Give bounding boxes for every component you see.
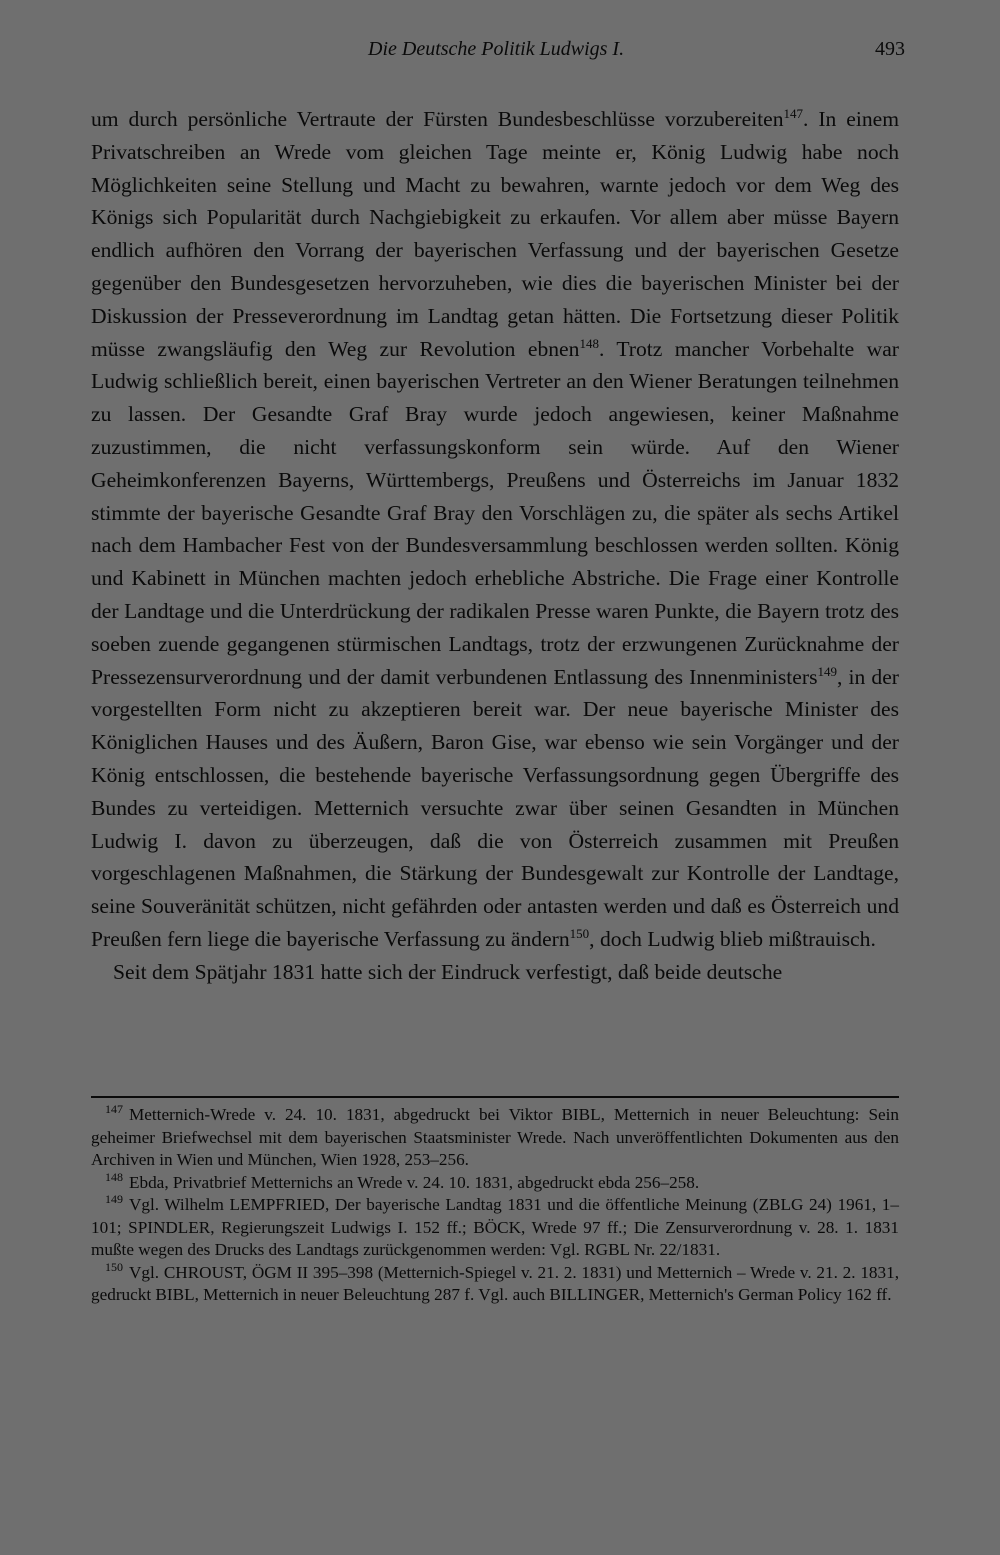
text-segment: um durch persönliche Vertraute der Fürsten Bundesbeschlüsse vorzubereiten	[91, 107, 784, 131]
footnote-mark: 150	[105, 1259, 123, 1274]
footnote-text: Metternich-Wrede v. 24. 10. 1831, abgedruckt bei Viktor BIBL, Metternich in neuer Beleuchtung: Sein geheimer Briefwechsel mit dem bayerischen Staatsminister Wrede. Nach unveröffentlichten Dokumenten aus den Archiven in Wien und München, Wien 1928, 253–256.	[91, 1105, 899, 1169]
text-segment: Seit dem Spätjahr 1831 hatte sich der Eindruck verfestigt, daß beide deutsche	[113, 959, 783, 984]
running-title: Die Deutsche Politik Ludwigs I.	[368, 38, 625, 60]
footnote-mark: 149	[105, 1192, 123, 1207]
footnote-mark: 147	[105, 1102, 123, 1117]
text-segment: . In einem Privatschreiben an Wrede vom gleichen Tage meinte er, König Ludwig habe noch Möglichkeiten seine Stellung und Macht zu bewahren, warnte jedoch vor dem Weg des Königs sich Popularität durch Nachgiebigkeit zu erkaufen. Vor allem aber müsse Bayern endlich aufhören den Vorrang der bayerischen Verfassung und der bayerischen Gesetze gegenüber den Bundesgesetzen hervorzuheben, wie dies die bayerischen Minister bei der Diskussion der Presseverordnung im Landtag getan hätten. Die Fortsetzung dieser Politik müsse zwangsläufig den Weg zur Revolution ebnen	[91, 107, 899, 361]
page-header	[0, 38, 1000, 72]
body-text	[91, 103, 899, 989]
footnote-separator	[91, 1096, 899, 1098]
paragraph-2	[91, 956, 899, 989]
footnote-text: Ebda, Privatbrief Metternichs an Wrede v. 24. 10. 1831, abgedruckt ebda 256–258.	[129, 1172, 700, 1192]
footnotes	[91, 1104, 899, 1307]
footnote-150	[91, 1259, 899, 1307]
footnote-reference-149: 149	[817, 663, 837, 679]
footnote-reference-148: 148	[579, 335, 599, 351]
footnote-reference-147: 147	[783, 105, 804, 121]
footnote-reference-150: 150	[569, 925, 590, 941]
footnote-mark: 148	[105, 1169, 123, 1184]
paragraph-1	[91, 103, 899, 956]
text-segment: . Trotz mancher Vorbehalte war Ludwig schließlich bereit, einen bayerischen Vertreter an den Wiener Beratungen teilnehmen zu lassen. Der Gesandte Graf Bray wurde jedoch angewiesen, keiner Maßnahme zuzustimmen, die nicht verfassungskonform sein würde. Auf den Wiener Geheimkonferenzen Bayerns, Württembergs, Preußens und Österreichs im Januar 1832 stimmte der bayerische Gesandte Graf Bray den Vorschlägen zu, die später als sechs Artikel nach dem Hambacher Fest von der Bundesversammlung beschlossen werden sollten. König und Kabinett in München machten jedoch erhebliche Abstriche. Die Frage einer Kontrolle der Landtage und die Unterdrückung der radikalen Presse waren Punkte, die Bayern trotz des soeben zuende gegangenen stürmischen Landtags, trotz der erzwungenen Zurücknahme der Pressezensurverordnung und der damit verbundenen Entlassung des Innenministers	[91, 336, 899, 689]
footnote-text: Vgl. CHROUST, ÖGM II 395–398 (Metternich-Spiegel v. 21. 2. 1831) und Metternich – Wrede v. 21. 2. 1831, gedruckt BIBL, Metternich in neuer Beleuchtung 287 f. Vgl. auch BILLINGER, Metternich's German Policy 162 ff.	[91, 1262, 899, 1304]
page-number: 493	[875, 38, 905, 60]
footnote-text: Vgl. Wilhelm LEMPFRIED, Der bayerische Landtag 1831 und die öffentliche Meinung (ZBLG 24) 1961, 1–101; SPINDLER, Regierungszeit Ludwigs I. 152 ff.; BÖCK, Wrede 97 ff.; Die Zensurverordnung v. 28. 1. 1831 mußte wegen des Drucks des Landtags zurückgenommen werden: Vgl. RGBL Nr. 22/1831.	[91, 1195, 899, 1259]
text-segment: , doch Ludwig blieb mißtrauisch.	[589, 926, 876, 951]
footnote-148	[91, 1169, 899, 1195]
text-segment: , in der vorgestellten Form nicht zu akzeptieren bereit war. Der neue bayerische Minister des Königlichen Hauses und des Äußern, Baron Gise, war ebenso wie sein Vorgänger und der König entschlossen, die bestehende bayerische Verfassungsordnung gegen Übergriffe des Bundes zu verteidigen. Metternich versuchte zwar über seinen Gesandten in München Ludwig I. davon zu überzeugen, daß die von Österreich zusammen mit Preußen vorgeschlagenen Maßnahmen, die Stärkung der Bundesgewalt zur Kontrolle der Landtage, seine Souveränität schützen, nicht gefährden oder antasten werden und daß es Österreich und Preußen fern liege die bayerische Verfassung zu ändern	[91, 664, 899, 951]
footnote-147	[91, 1104, 899, 1172]
footnote-149	[91, 1194, 899, 1262]
